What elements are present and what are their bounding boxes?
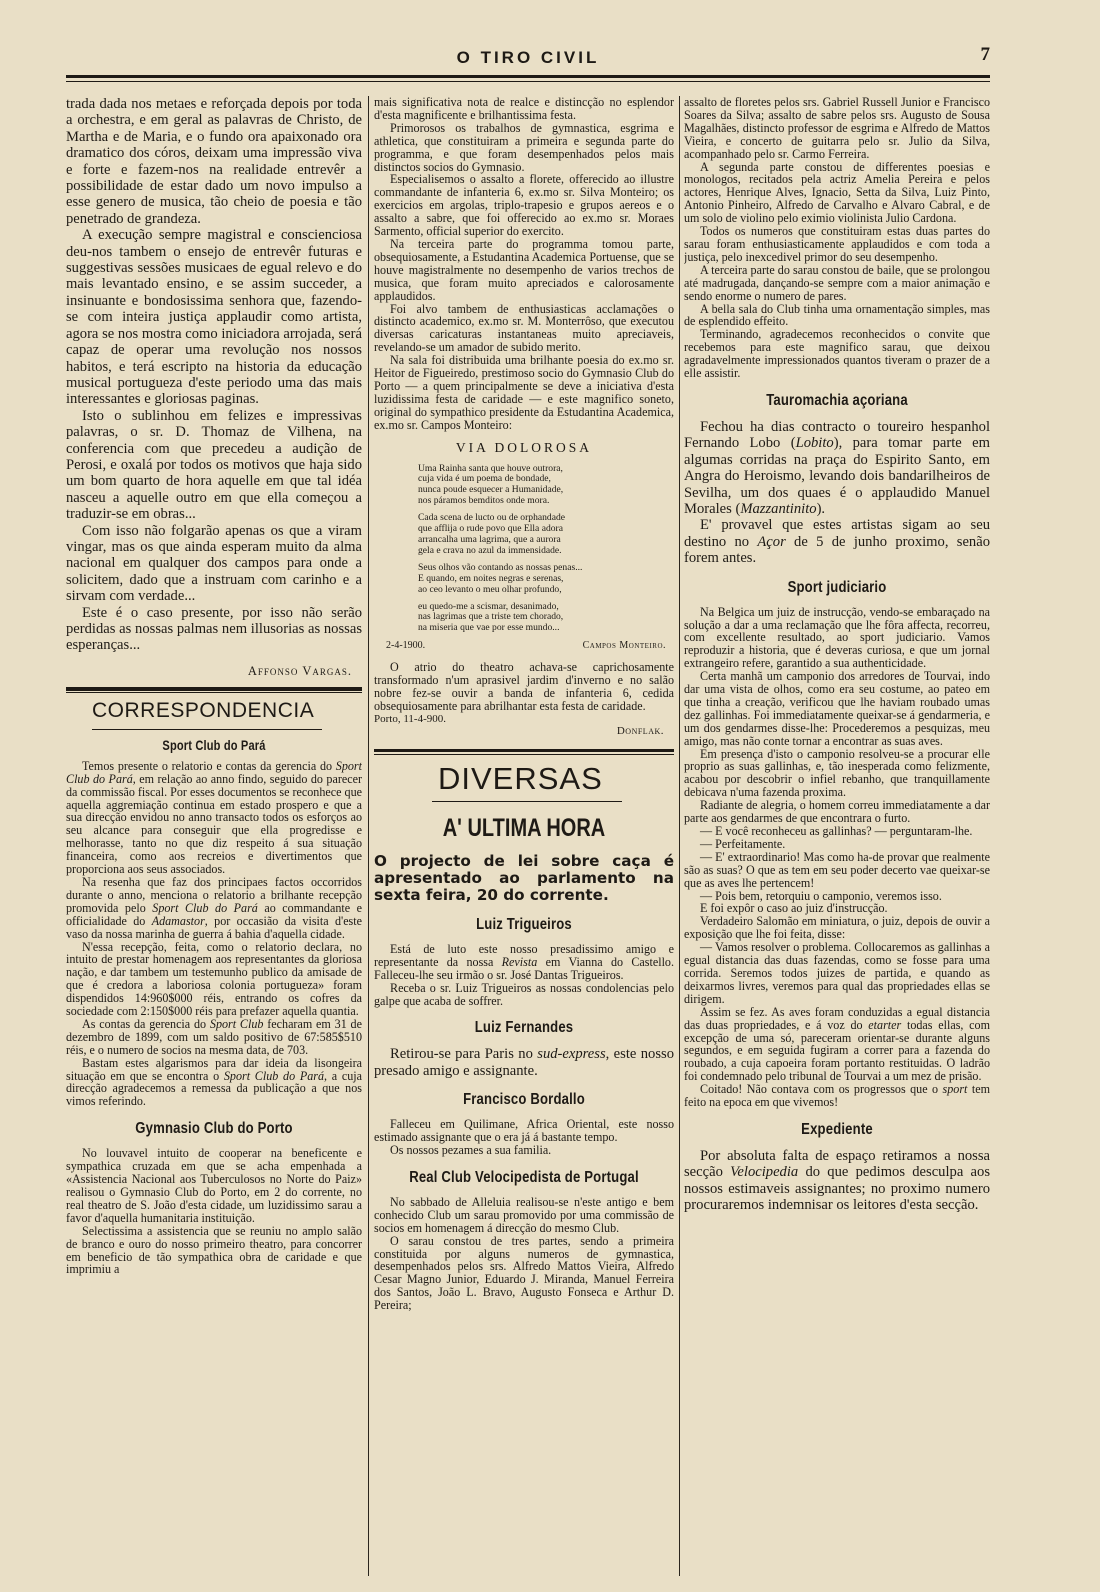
subheading: Sport judiciario: [787, 578, 887, 596]
title-underline: [92, 729, 322, 730]
header-rule-thick: [66, 75, 990, 78]
poem-stanza: [418, 464, 674, 508]
subheading: Expediente: [801, 1120, 873, 1138]
poem-line: na miseria que vae por esse mundo...: [418, 622, 560, 634]
poem-line: Uma Rainha santa que houve outrora,: [418, 462, 563, 474]
paragraph: mais significativa nota de realce e distincção no esplendor d'esta magnificente e brilhantissima festa.: [374, 96, 674, 122]
paragraph: As contas da gerencia do Sport Club fecharam em 31 de dezembro de 1899, com um saldo positivo de 67:585$510 réis, e o numero de socios na mesma data, de 703.: [66, 1016, 362, 1057]
subheading: Francisco Bordallo: [463, 1091, 585, 1109]
header-rule-thin: [66, 81, 990, 82]
section-rule: [374, 754, 674, 755]
paragraph: Verdadeiro Salomão em miniatura, o juiz, depois de ouvir a exposição que lhe foi feita, disse:: [684, 914, 990, 942]
paragraph: E' provavel que estes artistas sigam ao seu destino no Açor de 5 de junho proximo, senão forem antes.: [684, 517, 990, 567]
poem-line: E quando, em noites negras e serenas,: [418, 572, 564, 584]
paragraph: — Perfeitamente.: [700, 836, 786, 851]
paragraph: trada dada nos metaes e reforçada depois por toda a orchestra, e em geral as palavras de Christo, de Martha e de Maria, e o fundo ora apaixonado ora dramatico dos córos, deixam uma impressão viva e forte e fazem-nos na realidade entrevêr a possibilidade de estar dado um novo impulso a esse genero de musica, tão cheio de poesia e tão penetrado de grandeza.: [66, 96, 362, 227]
masthead: O TIRO CIVIL: [456, 48, 600, 67]
poem-line: gela e crava no azul da immensidade.: [418, 544, 562, 556]
paragraph: A bella sala do Club tinha uma ornamentação simples, mas de esplendido effeito.: [684, 301, 990, 329]
paragraph: Fechou ha dias contracto o toureiro hespanhol Fernando Lobo (Lobito), para tomar parte em algumas corridas na praça do Espirito Santo, em Angra do Heroismo, levando dois bandarilheiros de Sevilha, um dos quaes é o applaudido Manuel Morales (Mazzantinito).: [684, 418, 990, 517]
title-underline: [432, 801, 622, 802]
headline-ultima-hora: A' ULTIMA HORA: [442, 813, 606, 842]
paragraph: E foi expôr o caso ao juiz d'instrucção.: [700, 901, 888, 916]
paragraph: Bastam estes algarismos para dar ideia da lisongeira situação em que se encontra o Sport Club do Pará, a cuja direcção agradecemos a remessa da publicação a que nos vimos referindo.: [66, 1055, 362, 1109]
poem-footer: [386, 640, 666, 651]
poem-title: VIA DOLOROSA: [455, 439, 593, 455]
paragraph: No louvavel intuito de cooperar na beneficente e sympathica cruzada em que se acha empenhada a «Assistencia Nacional aos Tuberculosos no Norte do Paiz» realisou o Gymnasio Club do Porto, em 2 do corrente, no real theatro de S. João d'esta cidade, um luzidissimo sarau a favor d'aquella humanitaria instituição.: [66, 1146, 362, 1225]
poem: [418, 464, 674, 635]
subheading: Sport Club do Pará: [162, 737, 266, 753]
column-divider: [679, 96, 680, 1576]
paragraph: Com isso não folgarão apenas os que a viram vingar, mas os que ainda esperam muito da alma nacional em qualquer dos campos para onde a solicitem, dado que a instruam com carinho e a sirvam com verdade...: [66, 522, 362, 605]
lead-headline: O projecto de lei sobre caça é apresentado ao parlamento na sexta feira, 20 do corrente.: [374, 851, 674, 904]
paragraph: Temos presente o relatorio e contas da gerencia do Sport Club do Pará, em relação ao anno findo, seguido do parecer da commissão fiscal. Por esses documentos se reconhece que aquella aggremiação continua em estado prospero e que a sua direcção envidou no anno transacto todos os esforços ao seu alcance para conseguir que ella progredisse e melhorasse, tanto no que diz respeito á sua situação financeira, como aos recreios e divertimentos que proporciona aos seus associados.: [66, 758, 362, 877]
paragraph: Primorosos os trabalhos de gymnastica, esgrima e athletica, que constituiram a primeira e segunda parte do programma, e que foram desempenhados pelos mais distinctos socios do Gymnasio.: [374, 120, 674, 174]
section-rule: [66, 692, 362, 693]
poem-line: que afflija o rude povo que Ella adora: [418, 523, 564, 535]
paragraph: Assim se fez. As aves foram conduzidas a egual distancia das duas propriedades, e á voz do etarter todas ellas, com excepção de uma só, pareceram orientar-se durante alguns segundos, e em seguida fugiram a correr para a fazenda do roubado, a cuja capoeira foram portanto restituidas. O ladrão foi condemnado pelo tribunal de Tourvai a um mez de prisão.: [684, 1004, 990, 1084]
poem-line: nos páramos bemditos onde mora.: [418, 495, 550, 507]
paragraph: A execução sempre magistral e conscienciosa deu-nos tambem o ensejo de entrevêr futuras e suggestivas sessões musicaes de egual relevo e do mais levantado ensino, e se assim succeder, a insinuante e bondosissima senhora que, fazendo-se com inteira justiça applaudir como artista, agora se nos mostra como iniciadora arrojada, será capaz de operar uma revolução nos nossos habitos, e terá escripto na historia da educação musical portugueza d'este periodo uma das mais interessantes e gloriosas paginas.: [66, 227, 362, 408]
paragraph: A segunda parte constou de differentes poesias e monologos, recitados pela actriz Amelia Pereira e pelos actores, Henrique Alves, Ignacio, Setta da Silva, Luiz Pinto, Antonio Pinheiro, Alfredo de Carvalho e Alvaro Cabral, e de um solo de violino pelo eximio violinista Julio Cardona.: [684, 159, 990, 226]
subheading: Luiz Fernandes: [474, 1019, 574, 1037]
paragraph: — Vamos resolver o problema. Collocaremos as gallinhas a egual distancia das duas fazendas, como se fosse para uma corrida. Seremos todos juizes de partida, e quando as deixarmos livres, veremos para qual das propriedades ellas se dirigem.: [684, 940, 990, 1006]
subheading: Gymnasio Club do Porto: [135, 1120, 293, 1138]
paragraph: Selectissima a assistencia que se reuniu no amplo salão de branco e ouro do nosso primeiro theatro, para concorrer em beneficio de tão sympathica obra de caridade e que imprimiu a: [66, 1223, 362, 1277]
paragraph: Na terceira parte do programma tomou parte, obsequiosamente, a Estudantina Academica Portuense, que se houve magistralmente no desempenho de varios trechos de musica, que foram muito apreciados e calorosamente applaudidos.: [374, 236, 674, 303]
paragraph: Está de luto este nosso presadissimo amigo e representante da nossa Revista em Vianna do Castello. Falleceu-lhe seu irmão o sr. José Dantas Trigueiros.: [374, 941, 674, 982]
poem-stanza: [418, 563, 674, 596]
poem-line: nunca poude esquecer a Humanidade,: [418, 484, 564, 496]
paragraph: — E você reconheceu as gallinhas? — perguntaram-lhe.: [700, 824, 973, 838]
paragraph: Isto o sublinhou em felizes e impressivas palavras, o sr. D. Thomaz de Vilhena, na conferencia com que precedeu a audição de Perosi, e oxalá por todos os motivos que haja sido um bom quarto de hora aquelle em que tal idéa nasceu a aquelle outro em que ella começou a traduzir-se em obras...: [66, 407, 362, 523]
paragraph: O sarau constou de tres partes, sendo a primeira constituida por alguns numeros de gymnastica, desempenhados pelos srs. Alfredo Mattos Vieira, Alfredo Cesar Magno Junior, Eduardo J. Miranda, Manuel Ferreira dos Santos, João L. Bravo, Augusto Fonseca e Arthur D. Pereira;: [374, 1233, 674, 1313]
section-title-correspondencia: CORRESPONDENCIA: [92, 698, 315, 722]
paragraph: Na resenha que faz dos principaes factos occorridos durante o anno, menciona o relatorio a brilhante recepção promovida pelo Sport Club do Pará ao commandante e officialidade do Adamastor, por occasião da visita d'este vaso da nossa marinha de guerra á bahia d'aquella cidade.: [66, 874, 362, 941]
paragraph: Em presença d'isto o camponio resolveu-se a procurar elle proprio as suas gallinhas, e, tão inesperada como felizmente, acabou por descobrir o infiel rebanho, que tranquillamente debicava n'uma fazenda proxima.: [684, 746, 990, 800]
dateline: Porto, 11-4-900.: [374, 712, 447, 725]
poem-stanza: [418, 513, 674, 557]
poem-line: eu quedo-me a scismar, desanimado,: [418, 600, 559, 612]
paragraph: Especialisemos o assalto a florete, offerecido ao illustre commandante de infanteria 6, ex.mo sr. Silva Monteiro; os exercicios em argolas, triplo-trapesio e grupos aereos e o assalto a sabre, que foi offerecido ao ex.mo sr. Moraes Sarmento, official superior do exercito.: [374, 172, 674, 239]
paragraph: Falleceu em Quilimane, Africa Oriental, este nosso estimado assignante que o era já á bastante tempo.: [374, 1117, 674, 1145]
poem-stanza: [418, 602, 674, 635]
article-signature: Affonso Vargas.: [247, 663, 352, 678]
paragraph: A terceira parte do sarau constou de baile, que se prolongou até madrugada, dançando-se sempre com a maior animação e sendo enorme o numero de pares.: [684, 262, 990, 303]
paragraph: assalto de floretes pelos srs. Gabriel Russell Junior e Francisco Soares da Silva; assalto de sabre pelos srs. Augusto de Sousa Magalhães, distincto professor de esgrima e Alfredo de Mattos Vieira, e concerto de guitarra pelo sr. Julio da Silva, acompanhado pelo sr. Carmo Ferreira.: [684, 96, 990, 161]
paragraph: Este é o caso presente, por isso não serão perdidas as nossas palmas nem illusorias as nossas esperanças...: [66, 604, 362, 654]
subheading: Luiz Trigueiros: [476, 915, 572, 933]
subheading: Tauromachia açoriana: [766, 391, 908, 409]
paragraph: Por absoluta falta de espaço retiramos a nossa secção Velocipedia do que pedimos desculpa aos nossos estimaveis assignantes; no proximo numero procuraremos indemnisar os leitores d'esta secção.: [684, 1147, 990, 1214]
poem-date: 2-4-1900.: [386, 640, 426, 652]
paragraph: Na Belgica um juiz de instrucção, vendo-se embaraçado na solução a dar a uma reclamação que lhe fôra affecta, recorreu, com excellente resultado, ao sport judiciario. Vamos reproduzir a historia, que é deveras curiosa, e que um jornal extrangeiro refere, garantido a sua authenticidade.: [684, 604, 990, 671]
column-divider: [368, 96, 369, 1576]
paragraph: N'essa recepção, feita, como o relatorio declara, no intuito de prestar homenagem aos representantes da gloriosa nação, e dar tambem um testemunho publico da amisade de que é credora a laboriosa colonia portugueza» foram dispendidos 14:960$000 réis, entrando os cofres da sociedade com 2:150$000 réis para prefazer aquella quantia.: [66, 939, 362, 1019]
section-rule: [66, 687, 362, 691]
poem-line: nas lagrimas que a triste tem chorado,: [418, 611, 564, 623]
paragraph: Retirou-se para Paris no sud-express, este nosso presado amigo e assignante.: [374, 1046, 674, 1079]
paragraph: — E' extraordinario! Mas como ha-de provar que realmente são as suas? O que as tem em seu poder decerto vae queixar-se que as aves lhe pertencem!: [684, 849, 990, 890]
paragraph: No sabbado de Alleluia realisou-se n'este antigo e bem conhecido Club um sarau promovido por uma commissão de socios em homenagem á direcção do mesmo Club.: [374, 1194, 674, 1235]
page-header: [66, 44, 990, 72]
paragraph: Receba o sr. Luiz Trigueiros as nossas condolencias pelo galpe que acaba de soffrer.: [374, 980, 674, 1008]
poem-line: Seus olhos vão contando as nossas penas...: [418, 561, 583, 573]
paragraph: Os nossos pezames a sua familia.: [390, 1143, 552, 1158]
paragraph: Terminando, agradecemos reconhecidos o convite que recebemos para este magnifico sarau, que deixou agradavelmente impressionados quantos tiveram o prazer de a elle assistir.: [684, 327, 990, 381]
paragraph: Certa manhã um camponio dos arredores de Tourvai, indo dar uma vista de olhos, como era seu costume, ao pateo em que tinha a creação, verificou que lhe haviam roubado umas dez gallinhas. Foi immediatamente queixar-se á gendarmeria, e um dos gendarmes disse-lhe: Procederemos a pesquizas, meu amigo, mas não conte tornar a encontrar as suas aves.: [684, 669, 990, 748]
section-rule: [374, 749, 674, 752]
subheading: Real Club Velocipedista de Portugal: [409, 1168, 639, 1186]
paragraph: Coitado! Não contava com os progressos que o sport tem feito na epoca em que vivemos!: [684, 1082, 990, 1110]
column-2: [374, 96, 674, 1576]
paragraph: O atrio do theatro achava-se caprichosamente transformado n'um aprasivel jardim d'inverno e no salão nobre fez-se ouvir a banda de infanteria 6, cedida obsequiosamente para abrilhantar esta festa de caridade.: [374, 660, 674, 713]
poem-author: Campos Monteiro.: [582, 640, 666, 652]
paragraph: Todos os numeros que constituiram estas duas partes do sarau foram enthusiasticamente applaudidos e com toda a justiça, pelo inexcedivel primor do seu desempenho.: [684, 224, 990, 264]
poem-line: arrancalha uma lagrima, que a aurora: [418, 534, 561, 545]
article-signature: Donflak.: [616, 724, 664, 737]
column-3: [684, 96, 990, 1576]
poem-line: Cada scena de lucto ou de orphandade: [418, 512, 566, 524]
poem-line: ao ceo levanto o meu olhar profundo,: [418, 583, 562, 595]
paragraph: Foi alvo tambem de enthusiasticas acclamações o distincto academico, ex.mo sr. M. Monterrôso, que executou diversas caricaturas instantaneas muito apreciaveis, revelando-se um amador de subido merito.: [374, 301, 674, 355]
paragraph: — Pois bem, retorquiu o camponio, veremos isso.: [700, 888, 942, 903]
section-title-diversas: DIVERSAS: [438, 760, 603, 796]
column-1: [66, 96, 362, 1576]
poem-line: cuja vida é um poema de bondade,: [418, 473, 551, 485]
paragraph: Radiante de alegria, o homem correu immediatamente a dar parte aos gendarmes de que encontrara o furto.: [684, 798, 990, 826]
page-number: 7: [980, 44, 990, 65]
paragraph: Na sala foi distribuida uma brilhante poesia do ex.mo sr. Heitor de Figueiredo, prestimoso socio do Gymnasio Club do Porto — a quem principalmente se deve a iniciativa d'esta luzidissima festa de caridade — e este magnifico soneto, original do sympathico presidente da Estudantina Academica, ex.mo sr. Campos Monteiro:: [374, 353, 674, 432]
